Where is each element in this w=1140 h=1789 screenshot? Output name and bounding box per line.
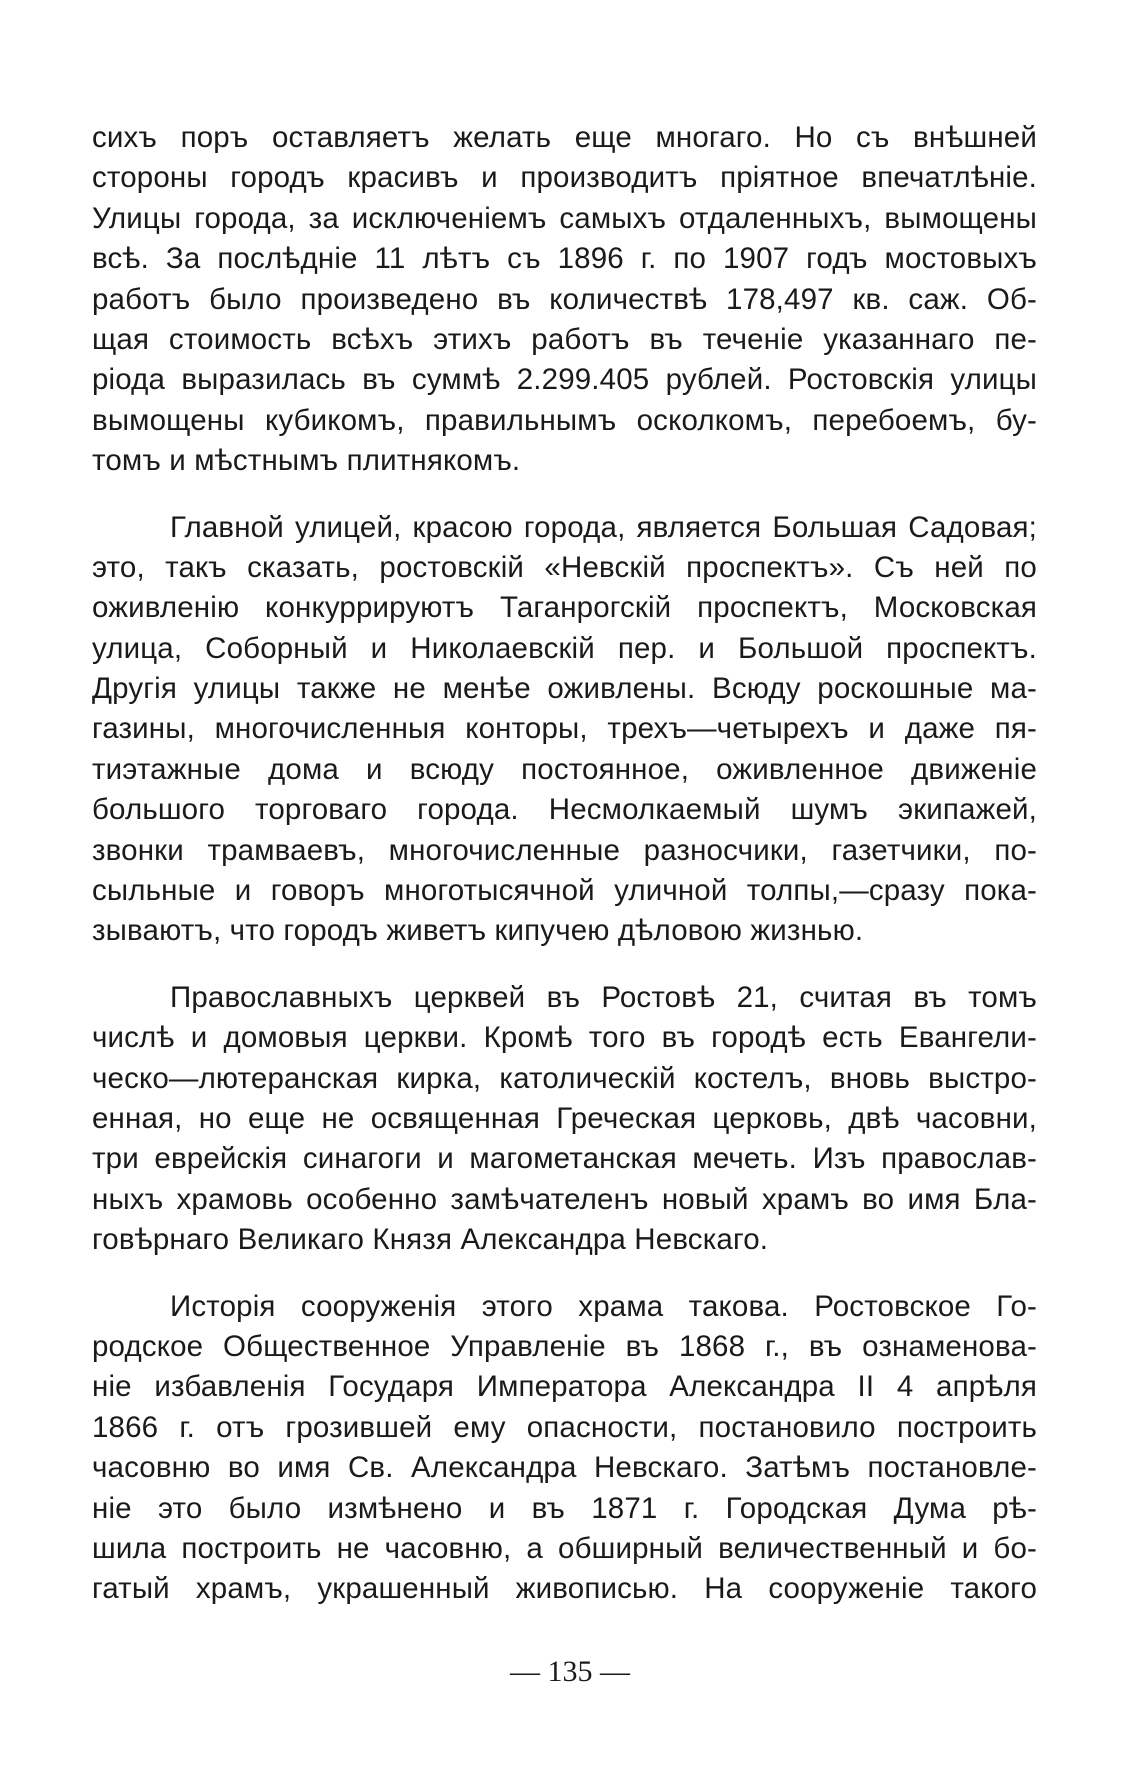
text-line: ныхъ храмовь особенно замѣчателенъ новый храмъ во имя Бла- [92,1182,1037,1216]
text-line: большого торговаго города. Несмолкаемый шумъ экипажей, [92,793,1037,827]
text-line: томъ и мѣстнымъ плитнякомъ. [92,444,521,478]
text-line: три еврейскія синагоги и магометанская мечеть. Изъ православ- [92,1142,1037,1176]
text-line: Главной улицей, красою города, является Большая Садовая; [170,510,1037,544]
text-line: шила построить не часовню, а обширный величественный и бо- [92,1531,1037,1565]
text-line: работъ было произведено въ количествѣ 178,497 кв. саж. Об- [92,282,1037,316]
text-line: щая стоимость всѣхъ этихъ работъ въ теченіе указаннаго пе- [92,322,1037,356]
text-line: всѣ. За послѣдніе 11 лѣтъ съ 1896 г. по 1907 годъ мостовыхъ [92,242,1037,276]
paragraph-2 [92,508,1037,952]
page-number: — 135 — [510,1655,630,1688]
text-line: гатый храмъ, украшенный живописью. На сооруженіе такого [92,1572,1037,1606]
text-line: ніе избавленія Государя Императора Александра II 4 апрѣля [92,1370,1037,1404]
text-line: звонки трамваевъ, многочисленные разносчики, газетчики, по- [92,833,1037,867]
text-line: ческо—лютеранская кирка, католическій костелъ, вновь выстро- [92,1061,1037,1095]
text-line: это, такъ сказать, ростовскій «Невскій проспектъ». Съ ней по [92,550,1037,584]
text-line: енная, но еще не освященная Греческая церковь, двѣ часовни, [92,1101,1037,1135]
text-line: ніе это было измѣнено и въ 1871 г. Городская Дума рѣ- [92,1491,1037,1525]
text-line: ріода выразилась въ суммѣ 2.299.405 рублей. Ростовскія улицы [92,363,1037,397]
text-line: улица, Соборный и Николаевскій пер. и Большой проспектъ. [92,631,1037,665]
text-line: тиэтажные дома и всюду постоянное, оживленное движеніе [92,752,1037,786]
text-line: Другія улицы также не менѣе оживлены. Всюду роскошные ма- [92,672,1037,706]
text-line: стороны городъ красивъ и производитъ пріятное впечатлѣніе. [92,161,1037,195]
text-line: часовню во имя Св. Александра Невскаго. Затѣмъ постановле- [92,1451,1037,1485]
text-line: числѣ и домовыя церкви. Кромѣ того въ городѣ есть Евангели- [92,1021,1037,1055]
text-line: вымощены кубикомъ, правильнымъ осколкомъ, перебоемъ, бу- [92,403,1037,437]
text-line: Православныхъ церквей въ Ростовѣ 21, считая въ томъ [170,980,1037,1014]
paragraph-4 [92,1287,1037,1610]
text-body [92,118,1037,1636]
paragraph-1 [92,118,1037,482]
text-line: Улицы города, за исключеніемъ самыхъ отдаленныхъ, вымощены [92,201,1037,235]
text-line: говѣрнаго Великаго Князя Александра Невскаго. [92,1223,769,1257]
text-line: Исторія сооруженія этого храма такова. Ростовское Го- [170,1289,1037,1323]
paragraph-3 [92,978,1037,1261]
text-line: зываютъ, что городъ живетъ кипучею дѣловою жизнью. [92,914,864,948]
text-line: газины, многочисленныя конторы, трехъ—четырехъ и даже пя- [92,712,1037,746]
text-line: оживленію конкуррируютъ Таганрогскій проспектъ, Московская [92,591,1037,625]
text-line: сихъ поръ оставляетъ желать еще многаго. Но съ внѣшней [92,121,1037,154]
text-line: родское Общественное Управленіе въ 1868 г., въ ознаменова- [92,1329,1037,1363]
text-line: сыльные и говоръ многотысячной уличной толпы,—сразу пока- [92,874,1037,908]
text-line: 1866 г. отъ грозившей ему опасности, постановило построить [92,1410,1037,1444]
